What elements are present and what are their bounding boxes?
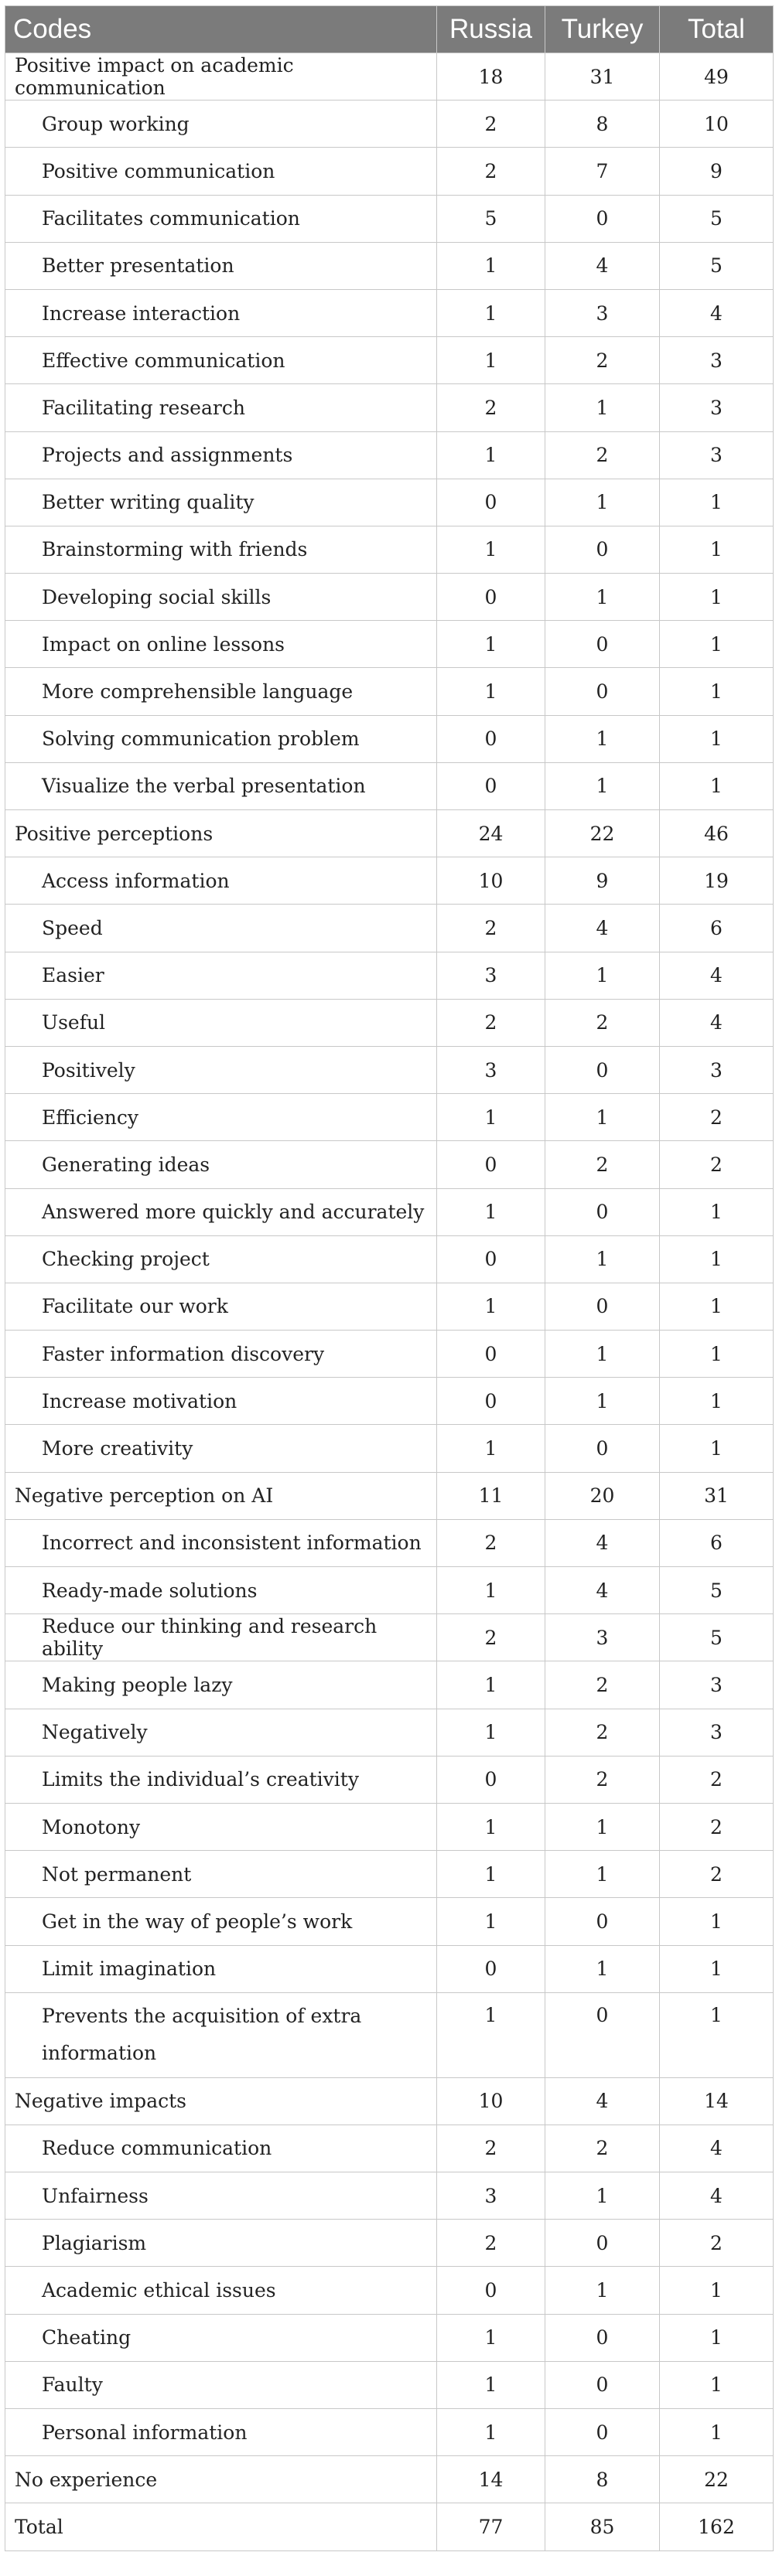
russia-cell: 1 bbox=[437, 526, 545, 573]
header-codes: Codes bbox=[5, 6, 437, 53]
table-row bbox=[5, 2220, 774, 2267]
table-row bbox=[5, 431, 774, 479]
total-cell: 2 bbox=[660, 1756, 774, 1803]
code-cell: Useful bbox=[5, 999, 437, 1046]
russia-cell: 1 bbox=[437, 337, 545, 384]
table-row bbox=[5, 1046, 774, 1093]
code-cell: Speed bbox=[5, 905, 437, 952]
table-row bbox=[5, 1378, 774, 1425]
total-cell: 5 bbox=[660, 1614, 774, 1661]
turkey-cell: 2 bbox=[545, 999, 660, 1046]
turkey-cell: 1 bbox=[545, 1331, 660, 1378]
total-cell: 162 bbox=[660, 2503, 774, 2550]
category-row bbox=[5, 810, 774, 857]
table-row bbox=[5, 2409, 774, 2456]
table-row bbox=[5, 2314, 774, 2361]
total-cell: 1 bbox=[660, 1378, 774, 1425]
code-cell: Negatively bbox=[5, 1709, 437, 1756]
russia-cell: 0 bbox=[437, 574, 545, 621]
total-cell: 1 bbox=[660, 621, 774, 668]
turkey-cell: 1 bbox=[545, 1803, 660, 1850]
code-cell: Reduce communication bbox=[5, 2125, 437, 2172]
russia-cell: 1 bbox=[437, 242, 545, 289]
turkey-cell: 0 bbox=[545, 1425, 660, 1472]
code-cell: Positive perceptions bbox=[5, 810, 437, 857]
table-row bbox=[5, 1803, 774, 1850]
code-cell: Developing social skills bbox=[5, 574, 437, 621]
total-cell: 1 bbox=[660, 1992, 774, 2077]
table-row bbox=[5, 1567, 774, 1614]
total-cell: 1 bbox=[660, 479, 774, 526]
total-cell: 3 bbox=[660, 1661, 774, 1709]
code-cell: Projects and assignments bbox=[5, 431, 437, 479]
table-row bbox=[5, 1519, 774, 1566]
total-cell: 46 bbox=[660, 810, 774, 857]
code-cell: Limits the individual’s creativity bbox=[5, 1756, 437, 1803]
table-row bbox=[5, 668, 774, 715]
turkey-cell: 0 bbox=[545, 1046, 660, 1093]
turkey-cell: 1 bbox=[545, 2172, 660, 2220]
russia-cell: 2 bbox=[437, 905, 545, 952]
total-cell: 4 bbox=[660, 2125, 774, 2172]
turkey-cell: 20 bbox=[545, 1472, 660, 1519]
total-cell: 1 bbox=[660, 574, 774, 621]
code-cell: Checking project bbox=[5, 1235, 437, 1283]
russia-cell: 10 bbox=[437, 857, 545, 905]
turkey-cell: 0 bbox=[545, 1283, 660, 1330]
turkey-cell: 2 bbox=[545, 1709, 660, 1756]
russia-cell: 1 bbox=[437, 1283, 545, 1330]
turkey-cell: 2 bbox=[545, 2125, 660, 2172]
code-cell: Unfairness bbox=[5, 2172, 437, 2220]
russia-cell: 3 bbox=[437, 1046, 545, 1093]
total-cell: 4 bbox=[660, 289, 774, 336]
total-cell: 49 bbox=[660, 53, 774, 101]
turkey-cell: 85 bbox=[545, 2503, 660, 2550]
total-cell: 4 bbox=[660, 2172, 774, 2220]
header-russia: Russia bbox=[437, 6, 545, 53]
russia-cell: 1 bbox=[437, 2409, 545, 2456]
category-row bbox=[5, 2503, 774, 2550]
russia-cell: 1 bbox=[437, 2314, 545, 2361]
turkey-cell: 0 bbox=[545, 668, 660, 715]
table-row bbox=[5, 905, 774, 952]
russia-cell: 2 bbox=[437, 1519, 545, 1566]
russia-cell: 1 bbox=[437, 1851, 545, 1898]
total-cell: 6 bbox=[660, 1519, 774, 1566]
table-row bbox=[5, 242, 774, 289]
table-row bbox=[5, 384, 774, 431]
russia-cell: 1 bbox=[437, 1992, 545, 2077]
table-row bbox=[5, 999, 774, 1046]
turkey-cell: 0 bbox=[545, 2314, 660, 2361]
code-cell: Group working bbox=[5, 101, 437, 148]
code-cell: Limit imagination bbox=[5, 1945, 437, 1992]
turkey-cell: 4 bbox=[545, 1567, 660, 1614]
turkey-cell: 0 bbox=[545, 1992, 660, 2077]
turkey-cell: 8 bbox=[545, 2456, 660, 2503]
header-total: Total bbox=[660, 6, 774, 53]
code-cell: Easier bbox=[5, 952, 437, 999]
total-cell: 1 bbox=[660, 2361, 774, 2408]
russia-cell: 2 bbox=[437, 384, 545, 431]
total-cell: 1 bbox=[660, 668, 774, 715]
table-row bbox=[5, 762, 774, 809]
total-cell: 31 bbox=[660, 1472, 774, 1519]
table-row bbox=[5, 1188, 774, 1235]
total-cell: 19 bbox=[660, 857, 774, 905]
table-row bbox=[5, 2361, 774, 2408]
table-row bbox=[5, 1661, 774, 1709]
code-cell: Generating ideas bbox=[5, 1141, 437, 1188]
turkey-cell: 0 bbox=[545, 1188, 660, 1235]
code-cell: Making people lazy bbox=[5, 1661, 437, 1709]
codes-table-container bbox=[5, 5, 773, 2551]
russia-cell: 1 bbox=[437, 2361, 545, 2408]
russia-cell: 1 bbox=[437, 1188, 545, 1235]
total-cell: 1 bbox=[660, 1425, 774, 1472]
russia-cell: 0 bbox=[437, 1945, 545, 1992]
table-row bbox=[5, 1283, 774, 1330]
table-row bbox=[5, 2125, 774, 2172]
total-cell: 3 bbox=[660, 1709, 774, 1756]
code-cell: Facilitates communication bbox=[5, 195, 437, 242]
total-cell: 1 bbox=[660, 1898, 774, 1945]
code-cell: Ready-made solutions bbox=[5, 1567, 437, 1614]
table-row bbox=[5, 621, 774, 668]
turkey-cell: 4 bbox=[545, 242, 660, 289]
turkey-cell: 1 bbox=[545, 479, 660, 526]
code-cell: Get in the way of people’s work bbox=[5, 1898, 437, 1945]
russia-cell: 0 bbox=[437, 1235, 545, 1283]
turkey-cell: 7 bbox=[545, 148, 660, 195]
turkey-cell: 0 bbox=[545, 2361, 660, 2408]
total-cell: 1 bbox=[660, 2409, 774, 2456]
total-cell: 3 bbox=[660, 384, 774, 431]
turkey-cell: 1 bbox=[545, 952, 660, 999]
code-cell: Better writing quality bbox=[5, 479, 437, 526]
turkey-cell: 1 bbox=[545, 1094, 660, 1141]
table-row bbox=[5, 2172, 774, 2220]
russia-cell: 1 bbox=[437, 1425, 545, 1472]
turkey-cell: 8 bbox=[545, 101, 660, 148]
russia-cell: 1 bbox=[437, 1803, 545, 1850]
category-row bbox=[5, 2077, 774, 2125]
table-row bbox=[5, 1945, 774, 1992]
code-cell: Answered more quickly and accurately bbox=[5, 1188, 437, 1235]
total-cell: 1 bbox=[660, 526, 774, 573]
russia-cell: 5 bbox=[437, 195, 545, 242]
table-row bbox=[5, 715, 774, 762]
table-header bbox=[5, 6, 774, 53]
code-cell: Brainstorming with friends bbox=[5, 526, 437, 573]
total-cell: 4 bbox=[660, 999, 774, 1046]
russia-cell: 2 bbox=[437, 148, 545, 195]
russia-cell: 0 bbox=[437, 715, 545, 762]
turkey-cell: 1 bbox=[545, 574, 660, 621]
russia-cell: 1 bbox=[437, 1094, 545, 1141]
table-row bbox=[5, 479, 774, 526]
total-cell: 2 bbox=[660, 1141, 774, 1188]
table-row bbox=[5, 574, 774, 621]
turkey-cell: 1 bbox=[545, 1851, 660, 1898]
codes-table bbox=[5, 5, 774, 2551]
table-row bbox=[5, 2267, 774, 2314]
header-turkey: Turkey bbox=[545, 6, 660, 53]
total-cell: 2 bbox=[660, 2220, 774, 2267]
code-cell: Visualize the verbal presentation bbox=[5, 762, 437, 809]
turkey-cell: 1 bbox=[545, 2267, 660, 2314]
category-row bbox=[5, 1472, 774, 1519]
code-cell: Monotony bbox=[5, 1803, 437, 1850]
russia-cell: 18 bbox=[437, 53, 545, 101]
russia-cell: 1 bbox=[437, 289, 545, 336]
category-row bbox=[5, 53, 774, 101]
table-row bbox=[5, 289, 774, 336]
turkey-cell: 2 bbox=[545, 1661, 660, 1709]
total-cell: 1 bbox=[660, 2267, 774, 2314]
russia-cell: 77 bbox=[437, 2503, 545, 2550]
code-cell: Increase motivation bbox=[5, 1378, 437, 1425]
turkey-cell: 2 bbox=[545, 1756, 660, 1803]
russia-cell: 2 bbox=[437, 1614, 545, 1661]
turkey-cell: 31 bbox=[545, 53, 660, 101]
turkey-cell: 0 bbox=[545, 1898, 660, 1945]
total-cell: 6 bbox=[660, 905, 774, 952]
russia-cell: 1 bbox=[437, 1567, 545, 1614]
table-row bbox=[5, 526, 774, 573]
code-cell: Academic ethical issues bbox=[5, 2267, 437, 2314]
turkey-cell: 1 bbox=[545, 762, 660, 809]
code-cell: More creativity bbox=[5, 1425, 437, 1472]
total-cell: 4 bbox=[660, 952, 774, 999]
code-cell: Better presentation bbox=[5, 242, 437, 289]
table-row bbox=[5, 1331, 774, 1378]
russia-cell: 11 bbox=[437, 1472, 545, 1519]
turkey-cell: 1 bbox=[545, 715, 660, 762]
category-row bbox=[5, 2456, 774, 2503]
code-cell: Faster information discovery bbox=[5, 1331, 437, 1378]
turkey-cell: 0 bbox=[545, 526, 660, 573]
total-cell: 22 bbox=[660, 2456, 774, 2503]
code-cell: Faulty bbox=[5, 2361, 437, 2408]
table-row bbox=[5, 148, 774, 195]
turkey-cell: 0 bbox=[545, 621, 660, 668]
code-cell: Cheating bbox=[5, 2314, 437, 2361]
code-cell: Reduce our thinking and research ability bbox=[5, 1614, 437, 1661]
russia-cell: 24 bbox=[437, 810, 545, 857]
total-cell: 5 bbox=[660, 195, 774, 242]
table-row bbox=[5, 1992, 774, 2077]
russia-cell: 1 bbox=[437, 621, 545, 668]
total-cell: 3 bbox=[660, 431, 774, 479]
total-cell: 2 bbox=[660, 1094, 774, 1141]
turkey-cell: 4 bbox=[545, 2077, 660, 2125]
russia-cell: 0 bbox=[437, 479, 545, 526]
code-cell: Plagiarism bbox=[5, 2220, 437, 2267]
code-cell: Total bbox=[5, 2503, 437, 2550]
table-row bbox=[5, 1614, 774, 1661]
turkey-cell: 1 bbox=[545, 1945, 660, 1992]
table-row bbox=[5, 1898, 774, 1945]
turkey-cell: 2 bbox=[545, 1141, 660, 1188]
turkey-cell: 2 bbox=[545, 337, 660, 384]
code-cell: Effective communication bbox=[5, 337, 437, 384]
code-cell: Access information bbox=[5, 857, 437, 905]
code-cell: Solving communication problem bbox=[5, 715, 437, 762]
turkey-cell: 1 bbox=[545, 1235, 660, 1283]
total-cell: 3 bbox=[660, 1046, 774, 1093]
total-cell: 3 bbox=[660, 337, 774, 384]
turkey-cell: 0 bbox=[545, 195, 660, 242]
code-cell: Positive communication bbox=[5, 148, 437, 195]
russia-cell: 1 bbox=[437, 1898, 545, 1945]
total-cell: 5 bbox=[660, 1567, 774, 1614]
code-cell: Positively bbox=[5, 1046, 437, 1093]
code-cell: Negative perception on AI bbox=[5, 1472, 437, 1519]
total-cell: 2 bbox=[660, 1803, 774, 1850]
turkey-cell: 4 bbox=[545, 905, 660, 952]
table-row bbox=[5, 1709, 774, 1756]
code-cell: No experience bbox=[5, 2456, 437, 2503]
turkey-cell: 3 bbox=[545, 1614, 660, 1661]
russia-cell: 1 bbox=[437, 668, 545, 715]
code-cell: More comprehensible language bbox=[5, 668, 437, 715]
code-cell: Positive impact on academic communication bbox=[5, 53, 437, 101]
russia-cell: 3 bbox=[437, 952, 545, 999]
russia-cell: 14 bbox=[437, 2456, 545, 2503]
table-row bbox=[5, 952, 774, 999]
total-cell: 9 bbox=[660, 148, 774, 195]
table-row bbox=[5, 337, 774, 384]
turkey-cell: 2 bbox=[545, 431, 660, 479]
russia-cell: 2 bbox=[437, 101, 545, 148]
total-cell: 1 bbox=[660, 2314, 774, 2361]
total-cell: 5 bbox=[660, 242, 774, 289]
total-cell: 14 bbox=[660, 2077, 774, 2125]
code-cell: Facilitating research bbox=[5, 384, 437, 431]
total-cell: 10 bbox=[660, 101, 774, 148]
total-cell: 1 bbox=[660, 1283, 774, 1330]
turkey-cell: 9 bbox=[545, 857, 660, 905]
table-row bbox=[5, 195, 774, 242]
table-row bbox=[5, 101, 774, 148]
russia-cell: 10 bbox=[437, 2077, 545, 2125]
russia-cell: 0 bbox=[437, 1756, 545, 1803]
russia-cell: 1 bbox=[437, 1709, 545, 1756]
table-row bbox=[5, 857, 774, 905]
russia-cell: 0 bbox=[437, 1378, 545, 1425]
total-cell: 2 bbox=[660, 1851, 774, 1898]
code-cell: Increase interaction bbox=[5, 289, 437, 336]
total-cell: 1 bbox=[660, 762, 774, 809]
total-cell: 1 bbox=[660, 1188, 774, 1235]
table-row bbox=[5, 1141, 774, 1188]
turkey-cell: 3 bbox=[545, 289, 660, 336]
turkey-cell: 0 bbox=[545, 2409, 660, 2456]
turkey-cell: 1 bbox=[545, 1378, 660, 1425]
russia-cell: 2 bbox=[437, 999, 545, 1046]
total-cell: 1 bbox=[660, 715, 774, 762]
total-cell: 1 bbox=[660, 1945, 774, 1992]
table-row bbox=[5, 1094, 774, 1141]
table-row bbox=[5, 1851, 774, 1898]
table-body bbox=[5, 53, 774, 2551]
russia-cell: 2 bbox=[437, 2220, 545, 2267]
code-cell: Efficiency bbox=[5, 1094, 437, 1141]
russia-cell: 1 bbox=[437, 431, 545, 479]
russia-cell: 0 bbox=[437, 1331, 545, 1378]
russia-cell: 1 bbox=[437, 1661, 545, 1709]
turkey-cell: 4 bbox=[545, 1519, 660, 1566]
russia-cell: 0 bbox=[437, 762, 545, 809]
table-row bbox=[5, 1425, 774, 1472]
russia-cell: 3 bbox=[437, 2172, 545, 2220]
code-cell: Prevents the acquisition of extra information bbox=[5, 1992, 437, 2077]
total-cell: 1 bbox=[660, 1235, 774, 1283]
total-cell: 1 bbox=[660, 1331, 774, 1378]
table-row bbox=[5, 1756, 774, 1803]
russia-cell: 0 bbox=[437, 1141, 545, 1188]
code-cell: Incorrect and inconsistent information bbox=[5, 1519, 437, 1566]
code-cell: Facilitate our work bbox=[5, 1283, 437, 1330]
header-row bbox=[5, 6, 774, 53]
russia-cell: 2 bbox=[437, 2125, 545, 2172]
turkey-cell: 0 bbox=[545, 2220, 660, 2267]
russia-cell: 0 bbox=[437, 2267, 545, 2314]
code-cell: Impact on online lessons bbox=[5, 621, 437, 668]
code-cell: Negative impacts bbox=[5, 2077, 437, 2125]
code-cell: Personal information bbox=[5, 2409, 437, 2456]
table-row bbox=[5, 1235, 774, 1283]
turkey-cell: 22 bbox=[545, 810, 660, 857]
turkey-cell: 1 bbox=[545, 384, 660, 431]
code-cell: Not permanent bbox=[5, 1851, 437, 1898]
